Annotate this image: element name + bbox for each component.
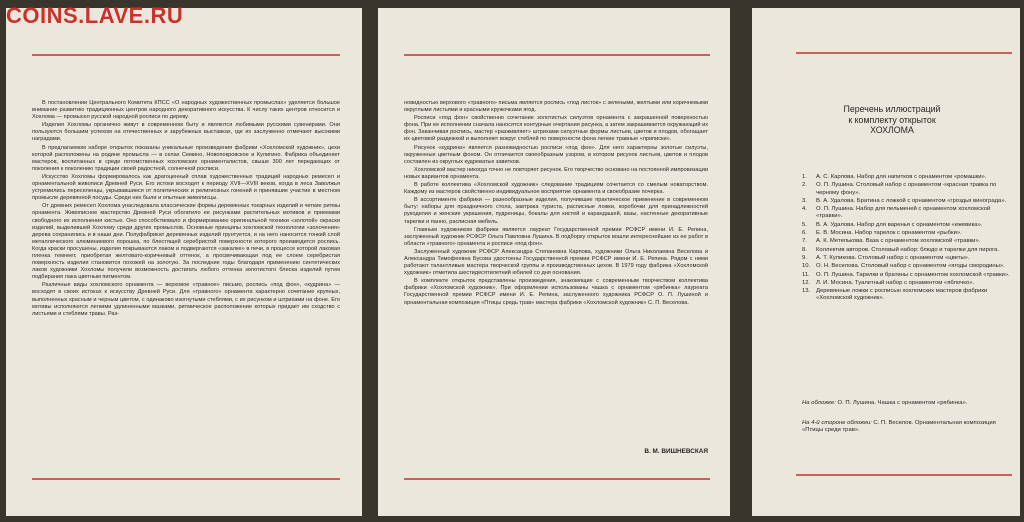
paragraph: В постановлении Центрального Комитета КПСС «О народных художественных промыслах» уделяется большое внимание развитию традиционных центров народного декоративного искусства. К числу таких центров относится и Хохлома — промысел русской народной росписи по дереву. <box>32 100 340 121</box>
list-item <box>802 174 1010 181</box>
item-description: Деревянные ложки с росписью хохломских мастеров фабрики «Хохломской художник». <box>816 288 988 302</box>
list-item <box>802 206 1010 221</box>
paragraph: Заслуженный художник РСФСР Александра Степановна Карпова, художники Ольга Николаевна Веселова и Александра Тимофеевна Бусова удостоены Государственной премии РСФСР имени И. Е. Репина. Рядом с ними работают талантливые мастера творческой группы и производственных цехов. В 1979 году фабрика «Хохломской художник» отметила шестидесятилетний юбилей со дня основания. <box>404 248 708 277</box>
item-number: 4. <box>802 206 807 213</box>
author-signature: В. М. ВИШНЕВСКАЯ <box>644 448 708 455</box>
paragraph: В комплекте открыток представлены произведения, знакомящие с современным творчеством коллектива фабрики «Хохломской художник». При оформлении использованы чашка с орнаментом «рябинка» лауреата Государственной премии РСФСР имени И. Е. Репина, заслуженного художника РСФСР О. П. Лушиной и орнаментальная композиция «Птицы средь трав» мастера фабрики «Хохломской художник» С. П. Веселова. <box>404 278 708 306</box>
paragraph: Рисунок «кудрина» является разновидностью росписи «под фон». Для него характерны золотые силуэты, окруженные цветным фоном. Он отличается своеобразным узором, в котором рисунок листьев, цветов и плодов составлен из округлых кудреватых завитков. <box>404 144 708 165</box>
paragraph: Искусство Хохломы формировалось как драгоценный сплав художественных традиций народных ремесел и орнаментальной живописи Древней Руси. Его истоки восходят к периоду XVII—XVIII веков, когда в леса Заволжья устремились переселенцы, укрывавшиеся от политических и религиозных гонений и принявшие участие в местном промысле деревянной посуды. Среди них были и опытные живописцы. <box>32 173 340 202</box>
item-number: 7. <box>802 238 807 245</box>
left-page-text <box>32 100 340 319</box>
left-page <box>6 8 362 516</box>
item-description: А. Т. Куликова. Столовый набор с орнаментом «цветы». <box>816 254 970 261</box>
item-description: Л. И. Мосина. Туалетный набор с орнаментом «яблочко». <box>816 279 975 286</box>
item-number: 12. <box>802 279 811 286</box>
item-description: В. А. Удалова. Братина с ложкой с орнаментом «гроздья винограда». <box>816 197 1007 204</box>
illustrations-list <box>802 174 1010 304</box>
title-line: к комплекту открыток <box>848 114 936 125</box>
paragraph: Изделия Хохломы органично живут в современном быту и являются любимыми русскими сувенирами. Они пользуются большим успехом на отечественных и зарубежных выставках, где их заслуженно отмечают высокими наградами. <box>32 122 340 143</box>
cover-text: О. П. Лушина. Чашка с орнаментом «рябинка». <box>837 400 968 406</box>
item-description: А. С. Карпова. Набор для напитков с орнаментом «ромашки». <box>816 174 987 180</box>
list-item <box>802 255 1010 262</box>
item-description: О. Н. Веселова. Столовый набор с орнаментом «ягоды смородины». <box>816 263 1005 270</box>
paragraph: Главным художником фабрики является лауреат Государственной премии РСФСР имени И. Е. Репина, заслуженный художник РСФСР Ольга Павловна Лушина. В подборку открыток вошли интереснейшие из ее работ в области «травного» орнамента и росписи «под фон». <box>404 226 708 247</box>
cover-note <box>802 400 1010 407</box>
paragraph: В предлагаемом наборе открыток показаны уникальные произведения фабрики «Хохломской художник», цехи которой расположены на родине промысла — в селах Семино, Новопокровское и Кулигино. Фабрика объединяет мастеров, воспитанных в среде потомственных хохломских орнаменталистов, свыше 300 лет передающих от поколения к поколению традиции своей радостной, солнечной росписи. <box>32 144 340 172</box>
list-item <box>802 247 1010 254</box>
item-number: 5. <box>802 221 807 228</box>
item-number: 3. <box>802 197 807 204</box>
item-description: О. П. Лушина. Тарелки и братины с орнаментом хохломской «травки». <box>816 271 1010 278</box>
item-description: Коллектив авторов. Столовый набор: блюдо и тарелки для пирога. <box>816 246 1000 253</box>
top-red-rule <box>796 52 1012 54</box>
paragraph: новидностью верхового «травного» письма является роспись «под листок» с зелеными, желтыми или коричневыми округлыми листьями и красными кружочками ягод. <box>404 100 708 114</box>
paragraph: В ассортименте фабрики — разнообразные изделия, получившие практическое применение в современном быту: наборы для праздничного стола, завтрака туриста, расписные ложки, коробочки для принадлежностей рукоделия и женские украшения, пудреницы, бокалы для кистей и карандашей, вазы, настенные декоративные тарелки и панно, расписная мебель. <box>404 197 708 225</box>
back-cover-text: С. П. Веселов. Орнаментальная композиция «Птицы среди трав». <box>802 420 996 434</box>
item-description: А. К. Метелькова. Ваза с орнаментом хохломской «травки». <box>816 238 981 245</box>
list-item <box>802 272 1010 279</box>
paragraph: Росписи «под фон» свойственно сочетание золотистых силуэтов орнамента с закрашенной поверхностью фона. При ее исполнении сначала наносятся контурные очертания рисунка, а затем закрашивается окружающий их фон. Заканчивая роспись, мастер «разживляет» штрихами силуэтные формы листьев, цветов и плодов, обогащает их цветовой раздежкой и выполняет вокруг стеблей по поверхности фона легкие травные «приписки». <box>404 115 708 143</box>
list-item <box>802 230 1010 237</box>
right-page <box>752 8 1020 516</box>
bottom-red-rule <box>32 478 340 480</box>
top-red-rule <box>404 54 710 56</box>
item-number: 10. <box>802 263 811 270</box>
item-description: О. П. Лушина. Столовый набор с орнаментом «красная травка по черному фону». <box>816 182 997 196</box>
bottom-red-rule <box>404 478 710 480</box>
paragraph: Различные виды хохломского орнамента — верховое «травное» письмо, роспись «под фон», «кудрина» — восходят в своих истоках к искусству Древней Руси. Для «травного» орнамента характерно сочетание крупных, выполненных красным и черным цветом, с одинаково изогнутыми стеблями, с их рисунком и штрихами на фоне. Его мотивы исполняются легкими удлиненными мазками, ритмическое расположение которых придает им сходство с листьями и стеблями травы. Раз- <box>32 282 340 317</box>
paragraph: В работе коллектива «Хохломской художник» следование традициям сочетается со смелым новаторством. Каждому из мастеров свойственно индивидуальное восприятие орнамента и своеобразие почерка. <box>404 182 708 196</box>
item-number: 8. <box>802 246 807 253</box>
list-item <box>802 182 1010 197</box>
item-description: В. А. Удалова. Набор для варенья с орнаментом «ежевика». <box>816 221 983 228</box>
cover-label: На обложке: <box>802 400 836 406</box>
item-number: 6. <box>802 230 807 237</box>
item-number: 1. <box>802 174 807 180</box>
bottom-red-rule <box>796 474 1012 476</box>
top-red-rule <box>32 54 340 56</box>
list-item <box>802 222 1010 229</box>
list-item <box>802 288 1010 303</box>
back-cover-label: На 4-й стороне обложки: <box>802 420 872 426</box>
list-item <box>802 280 1010 287</box>
title-line: Перечень иллюстраций <box>843 104 941 114</box>
paragraph: Хохломской мастер никогда точно не повторяет рисунок. Его творчество основано на постоянной импровизации новых вариантов орнамента. <box>404 166 708 180</box>
item-description: Е. В. Мосина. Набор тарелок с орнаментом «рыбки». <box>816 230 962 237</box>
item-number: 2. <box>802 182 807 189</box>
middle-page <box>378 8 730 516</box>
list-item <box>802 263 1010 270</box>
item-number: 13. <box>802 288 811 295</box>
watermark: COINS.LAVE.RU <box>6 3 184 28</box>
title-line: ХОХЛОМА <box>870 125 914 135</box>
item-number: 11. <box>802 271 810 278</box>
list-item <box>802 198 1010 205</box>
middle-page-text <box>404 100 708 308</box>
list-item <box>802 238 1010 245</box>
illustrations-list-title <box>792 104 992 136</box>
back-cover-note <box>802 420 1010 435</box>
item-description: О. П. Лушина. Набор для пельменей с орнаментом хохломской «травки». <box>816 206 991 220</box>
item-number: 9. <box>802 254 807 261</box>
paragraph: От древних ремесел Хохлома унаследовала классические формы деревянных токарных изделий и четкие ритмы орнамента. Живописное мастерство Древней Руси обогатило ее рисунками растительных мотивов и приемами свободного их исполнения кистью. Оно способствовало и формированию оригинальной техники «золотой» окраски изделий, выделившей Хохлому среди других промыслов. Основные принципы хохломской технологии «золочения» дерева сохранились и в наши дни. Полуфабрикат деревянных изделий грунтуется, и на него наносится тонкий слой металлического алюминиевого порошка, по блестящей серебристой поверхности которого производится роспись. Когда краски просушены, изделия покрываются лаком и подвергаются «закалке» в печи, в процессе которой лаковая пленка темнеет, приобретая желтовато-коричневый оттенок, а просвечивающая под ее слоем серебристая поверхность изделия становится похожей на золотую. За последние годы благодаря применению синтетических лаков художники Хохломы получили возможность достигать любого оттенка золотистого блеска изделий путем подбирания лака цветным пигментом. <box>32 203 340 281</box>
